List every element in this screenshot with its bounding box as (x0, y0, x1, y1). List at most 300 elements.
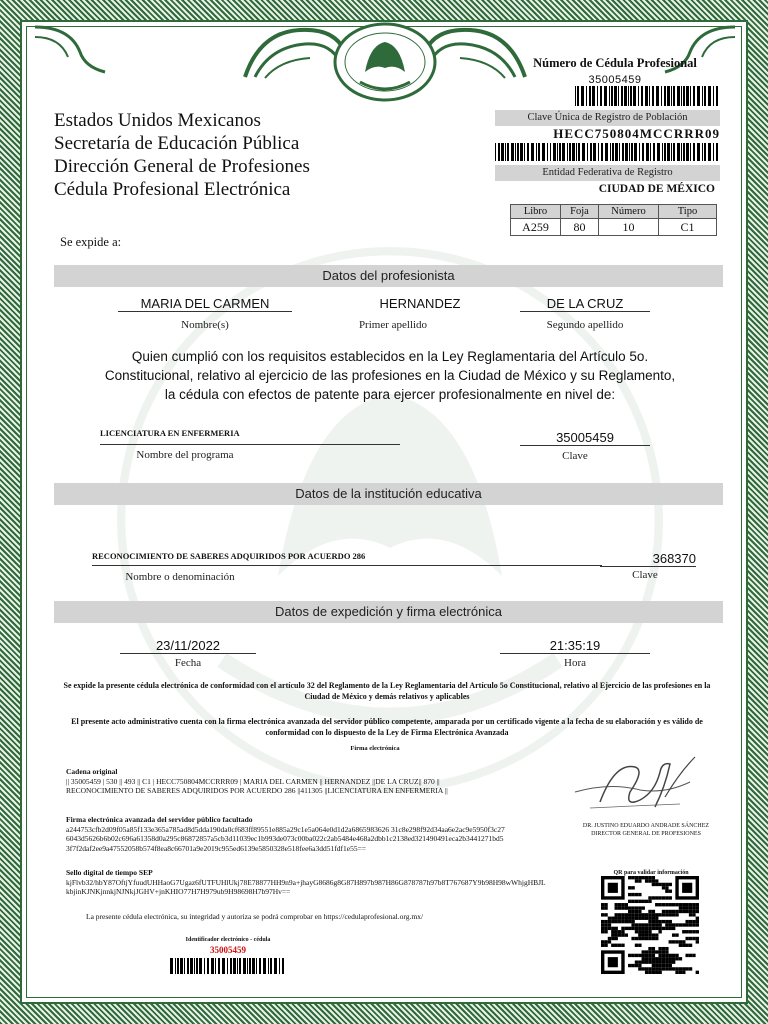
barcode-bar (199, 958, 202, 974)
barcode-bar (239, 958, 241, 974)
qr-module (621, 903, 624, 906)
barcode-bar (649, 86, 650, 106)
qr-module (621, 917, 624, 920)
qr-module (618, 917, 621, 920)
barcode-bar (693, 86, 695, 106)
barcode-bar (547, 143, 548, 161)
qr-module (658, 913, 661, 916)
qr-module (648, 917, 651, 920)
barcode-bar (631, 143, 633, 161)
barcode-bar (625, 143, 628, 161)
qr-module (665, 910, 668, 913)
qr-module (662, 957, 665, 960)
qr-module (655, 937, 658, 940)
barcode-bar (683, 143, 685, 161)
barcode-bar (553, 143, 556, 161)
qr-module (685, 930, 688, 933)
barcode-bar (578, 143, 580, 161)
identificador-value: 35005459 (210, 945, 246, 955)
qr-module (675, 954, 678, 957)
barcode-bar (252, 958, 255, 974)
barcode-bar (597, 86, 598, 106)
qr-module (645, 960, 648, 963)
section-institucion: Datos de la institución educativa (54, 483, 723, 505)
top-left-flourish (30, 22, 110, 77)
barcode-bar (531, 143, 534, 161)
barcode-bar (542, 143, 545, 161)
qr-module (621, 920, 624, 923)
qr-module (662, 883, 665, 886)
barcode-bar (559, 143, 561, 161)
programa-caption: Nombre del programa (136, 449, 234, 461)
qr-module (669, 940, 672, 943)
qr-module (665, 957, 668, 960)
qr-module (679, 940, 682, 943)
qr-module (689, 930, 692, 933)
qr-module (601, 906, 604, 909)
qr-module (615, 944, 618, 947)
barcode-bar (575, 86, 576, 106)
qr-module (645, 950, 648, 953)
qr-module (696, 910, 699, 913)
qr-module (621, 944, 624, 947)
qr-module (692, 913, 695, 916)
qr-module (631, 920, 634, 923)
qr-module (679, 971, 682, 974)
qr-module (628, 900, 631, 903)
barcode-bar (557, 143, 558, 161)
qr-module (621, 930, 624, 933)
qr-module (696, 906, 699, 909)
qr-module (631, 886, 634, 889)
qr-module (689, 903, 692, 906)
barcode-bar (662, 143, 663, 161)
qr-module (642, 950, 645, 953)
directorate-name: Dirección General de Profesiones (54, 156, 310, 177)
qr-module (601, 920, 604, 923)
qr-module (611, 944, 614, 947)
barcode-bar (601, 143, 603, 161)
qr-module (665, 913, 668, 916)
barcode-bar (233, 958, 236, 974)
signer-block (566, 822, 726, 838)
qr-module (696, 923, 699, 926)
barcode-bar (656, 86, 659, 106)
qr-module (652, 879, 655, 882)
barcode-bar (677, 86, 680, 106)
qr-module (655, 896, 658, 899)
qr-module (679, 910, 682, 913)
programa-clave-caption: Clave (562, 450, 588, 462)
qr-module (662, 967, 665, 970)
qr-module (621, 927, 624, 930)
qr-module (611, 933, 614, 936)
qr-module (638, 893, 641, 896)
qr-module (645, 876, 648, 879)
verification-url-text: La presente cédula electrónica, su integridad y autoriza se podrá comprobar en https://cedulaprofesional.org.mx/ (86, 912, 424, 921)
qr-module (658, 950, 661, 953)
qr-module (638, 913, 641, 916)
barcode-bar (657, 143, 660, 161)
qr-module (645, 917, 648, 920)
foja-header: Foja (561, 205, 599, 219)
qr-module (672, 954, 675, 957)
qr-module (672, 967, 675, 970)
qr-module (655, 964, 658, 967)
sello-value: kjFlvb32/hbY87OftjYfuudUHHaoG7Ugaz6fUTFUHlUkj78E78877HH9n9a+jhayG8686g8G87H897b987H86G878787h97b8T767687Y9b98H98wWhjgHBJLkbjinKJNKjnnkjNJNkjJGHV+jnKHIO77H7H979ub9H98698H7b97Hv== (66, 877, 546, 896)
qr-module (675, 967, 678, 970)
qr-module (692, 930, 695, 933)
barcode-bar (538, 143, 540, 161)
barcode-bar (520, 143, 523, 161)
barcode-bar (704, 143, 706, 161)
qr-module (692, 903, 695, 906)
barcode-bar (609, 86, 610, 106)
nombre-value: MARIA DEL CARMEN (118, 296, 292, 312)
qr-module (685, 910, 688, 913)
qr-module (628, 893, 631, 896)
barcode-bar (661, 86, 662, 106)
qr-module (642, 967, 645, 970)
qr-module (648, 900, 651, 903)
barcode-bar (527, 143, 529, 161)
qr-module (648, 927, 651, 930)
barcode-bar (279, 958, 280, 974)
barcode-bar (211, 958, 214, 974)
legal-note-1: Se expide la presente cédula electrónica de conformidad con el artículo 32 del Reglamento de la Ley Reglamentaria del Artículo 5o Constitucional, relativo al Ejercicio de las profesiones en la Ciudad de México y demás relativos y aplicables (63, 681, 711, 701)
numero-value: 10 (599, 219, 659, 236)
qr-module (608, 940, 611, 943)
barcode-bar (611, 86, 613, 106)
barcode-bar (686, 143, 689, 161)
barcode-bar (567, 143, 568, 161)
barcode-bar (180, 958, 183, 974)
cedula-number: 35005459 (588, 74, 642, 86)
qr-module (682, 903, 685, 906)
barcode-bar (576, 143, 577, 161)
qr-module (658, 954, 661, 957)
qr-module (631, 910, 634, 913)
barcode-bar (633, 86, 636, 106)
barcode-bar (495, 143, 496, 161)
qr-module (658, 964, 661, 967)
barcode-bar (187, 958, 189, 974)
qr-module (611, 930, 614, 933)
qr-module (648, 960, 651, 963)
qr-module (655, 933, 658, 936)
qr-module (669, 960, 672, 963)
qr-module (621, 906, 624, 909)
barcode-bar (592, 86, 595, 106)
barcode-bar (586, 86, 587, 106)
qr-finder (682, 883, 692, 893)
qr-module (608, 937, 611, 940)
qr-module (689, 920, 692, 923)
barcode-bar (652, 86, 654, 106)
se-expide-label: Se expide a: (60, 235, 122, 249)
qr-module (615, 920, 618, 923)
qr-module (662, 927, 665, 930)
barcode-bar (634, 143, 637, 161)
qr-module (652, 920, 655, 923)
qr-module (625, 917, 628, 920)
legal-line-1: Quien cumplió con los requisitos establecidos en la Ley Reglamentaria del Artículo 5o. (131, 349, 649, 364)
qr-module (625, 920, 628, 923)
qr-module (652, 954, 655, 957)
qr-module (645, 967, 648, 970)
barcode-bar (170, 958, 173, 974)
qr-module (615, 903, 618, 906)
qr-module (652, 950, 655, 953)
qr-finder (608, 883, 618, 893)
qr-module (642, 900, 645, 903)
qr-module (648, 967, 651, 970)
qr-module (638, 937, 641, 940)
qr-module (648, 920, 651, 923)
qr-module (652, 917, 655, 920)
qr-module (655, 957, 658, 960)
qr-module (679, 967, 682, 970)
qr-module (635, 954, 638, 957)
qr-module (628, 913, 631, 916)
qr-module (635, 937, 638, 940)
qr-module (655, 917, 658, 920)
qr-label: QR para validar información (613, 870, 689, 876)
qr-module (628, 886, 631, 889)
qr-module (655, 967, 658, 970)
qr-module (689, 913, 692, 916)
barcode-bar (604, 86, 607, 106)
qr-module (618, 944, 621, 947)
qr-module (658, 947, 661, 950)
barcode-bar (671, 143, 672, 161)
qr-module (696, 971, 699, 974)
qr-module (635, 913, 638, 916)
qr-code[interactable] (601, 876, 699, 974)
qr-module (679, 903, 682, 906)
qr-module (652, 923, 655, 926)
qr-module (652, 896, 655, 899)
barcode-bar (249, 958, 251, 974)
qr-module (662, 896, 665, 899)
qr-module (645, 923, 648, 926)
programa-value: LICENCIATURA EN ENFERMERIA (100, 428, 400, 445)
barcode-bar (577, 86, 579, 106)
qr-module (642, 923, 645, 926)
barcode-bar (227, 958, 228, 974)
qr-module (655, 960, 658, 963)
barcode-bar (243, 958, 246, 974)
barcode-bar (505, 143, 506, 161)
barcode-bar (237, 958, 238, 974)
qr-module (665, 954, 668, 957)
qr-module (601, 913, 604, 916)
qr-module (648, 876, 651, 879)
primer-apellido-caption: Primer apellido (358, 319, 428, 331)
barcode-bar (686, 86, 689, 106)
institucion-value: RECONOCIMIENTO DE SABERES ADQUIRIDOS POR ACUERDO 286 (92, 551, 602, 566)
barcode-bar (622, 143, 624, 161)
qr-module (642, 876, 645, 879)
tipo-header: Tipo (659, 205, 717, 219)
qr-module (608, 917, 611, 920)
qr-module (665, 950, 668, 953)
qr-module (658, 920, 661, 923)
qr-module (638, 923, 641, 926)
qr-module (685, 937, 688, 940)
barcode-bar (614, 86, 617, 106)
barcode-bar (581, 86, 584, 106)
qr-module (638, 967, 641, 970)
programa-clave-value: 35005459 (520, 430, 650, 446)
qr-module (638, 910, 641, 913)
barcode-bar (646, 143, 649, 161)
firma-servidor-label: Firma electrónica avanzada del servidor público facultado (66, 815, 253, 824)
barcode-bar (630, 86, 632, 106)
barcode-bar (207, 958, 209, 974)
qr-module (615, 913, 618, 916)
barcode-bar (677, 143, 680, 161)
qr-module (604, 940, 607, 943)
qr-module (682, 971, 685, 974)
qr-module (628, 910, 631, 913)
qr-module (672, 910, 675, 913)
qr-module (692, 923, 695, 926)
qr-module (625, 933, 628, 936)
qr-module (672, 933, 675, 936)
qr-module (652, 957, 655, 960)
foja-value: 80 (561, 219, 599, 236)
qr-module (638, 900, 641, 903)
qr-module (618, 906, 621, 909)
qr-module (682, 923, 685, 926)
qr-module (631, 906, 634, 909)
qr-module (672, 923, 675, 926)
qr-module (665, 960, 668, 963)
entidad-label: Entidad Federativa de Registro (495, 165, 720, 181)
qr-module (672, 927, 675, 930)
barcode-bar (218, 958, 220, 974)
handwritten-signature (570, 752, 720, 822)
qr-module (635, 910, 638, 913)
numero-header: Número (599, 205, 659, 219)
qr-module (658, 967, 661, 970)
qr-module (692, 920, 695, 923)
qr-module (658, 923, 661, 926)
barcode-bar (664, 86, 666, 106)
qr-module (642, 957, 645, 960)
qr-module (665, 947, 668, 950)
qr-module (635, 944, 638, 947)
legal-note-2: El presente acto administrativo cuenta con la firma electrónica avanzada del servidor público competente, amparada por un certificado vigente a la fecha de su elaboración y es válido de conformidad con lo dispuesto de la Ley de Firma Electrónica Avanzada (71, 717, 703, 737)
primer-apellido-value: HERNANDEZ (379, 296, 461, 311)
qr-module (648, 937, 651, 940)
qr-module (604, 930, 607, 933)
qr-module (615, 917, 618, 920)
qr-module (648, 923, 651, 926)
barcode-bar (247, 958, 248, 974)
firma-servidor-value: a244753cfb2d09f05a85f133e365a785ad8d5dda190da0cf683ff89551e885a29c1e5a064e0d1d2a6865983626 31c8e298f92d34aa6e2ac9e5950f3c276043d5626b6b02c696a61358d0a295c86872857a5cb3d11039ec1b993de073c00ba022c2ab5484e468a2dbb1c2138ed321490491eca2b3441271bd53f7f2daf2ee9a47552058b574f8ea8c66701a9e2019c955ed6139e5850328e518fee6a3dd51fdf1e55== (66, 824, 505, 853)
barcode-bar (690, 143, 691, 161)
barcode-bar (177, 958, 179, 974)
qr-module (696, 917, 699, 920)
barcode-bar (702, 143, 703, 161)
qr-module (665, 920, 668, 923)
qr-module (642, 960, 645, 963)
qr-module (645, 957, 648, 960)
qr-module (672, 940, 675, 943)
barcode-bar (507, 143, 509, 161)
qr-module (611, 920, 614, 923)
qr-module (665, 883, 668, 886)
barcode-bar (667, 143, 670, 161)
qr-module (672, 957, 675, 960)
qr-module (662, 960, 665, 963)
barcode-bar (589, 86, 591, 106)
registro-table (510, 204, 717, 236)
qr-module (611, 927, 614, 930)
barcode-bar (615, 143, 618, 161)
section-profesionista: Datos del profesionista (54, 265, 723, 287)
qr-module (662, 964, 665, 967)
barcode-bar (259, 958, 261, 974)
qr-module (631, 937, 634, 940)
qr-module (655, 903, 658, 906)
legal-paragraph (60, 347, 720, 404)
barcode-bar (190, 958, 193, 974)
qr-module (645, 879, 648, 882)
barcode-bar (638, 86, 639, 106)
qr-module (635, 923, 638, 926)
barcode-bar (550, 143, 552, 161)
barcode-bar (708, 86, 711, 106)
barcode-bar (619, 143, 620, 161)
libro-value: A259 (511, 219, 561, 236)
qr-module (675, 923, 678, 926)
qr-module (645, 937, 648, 940)
qr-module (652, 883, 655, 886)
qr-module (642, 917, 645, 920)
qr-module (675, 913, 678, 916)
entidad-value: CIUDAD DE MÉXICO (598, 183, 715, 195)
barcode-bar (524, 143, 525, 161)
qr-module (685, 920, 688, 923)
qr-module (601, 923, 604, 926)
barcode-bar (641, 86, 643, 106)
barcode-bar (536, 143, 537, 161)
signer-name: DR. JUSTINO EDUARDO ANDRADE SÁNCHEZ (582, 823, 710, 829)
qr-module (689, 954, 692, 957)
barcode-bar (610, 143, 611, 161)
barcode-bar (175, 958, 176, 974)
qr-module (625, 906, 628, 909)
hora-caption: Hora (564, 657, 586, 669)
qr-module (655, 950, 658, 953)
qr-module (638, 964, 641, 967)
barcode-bar (713, 86, 714, 106)
nombre-caption: Nombre(s) (181, 319, 229, 331)
barcode-bar (639, 143, 640, 161)
barcode-bar (204, 958, 205, 974)
qr-module (662, 920, 665, 923)
qr-module (682, 910, 685, 913)
qr-module (665, 927, 668, 930)
qr-module (685, 903, 688, 906)
libro-header: Libro (511, 205, 561, 219)
qr-module (618, 930, 621, 933)
barcode-bar (690, 86, 691, 106)
barcode-bar (618, 86, 619, 106)
